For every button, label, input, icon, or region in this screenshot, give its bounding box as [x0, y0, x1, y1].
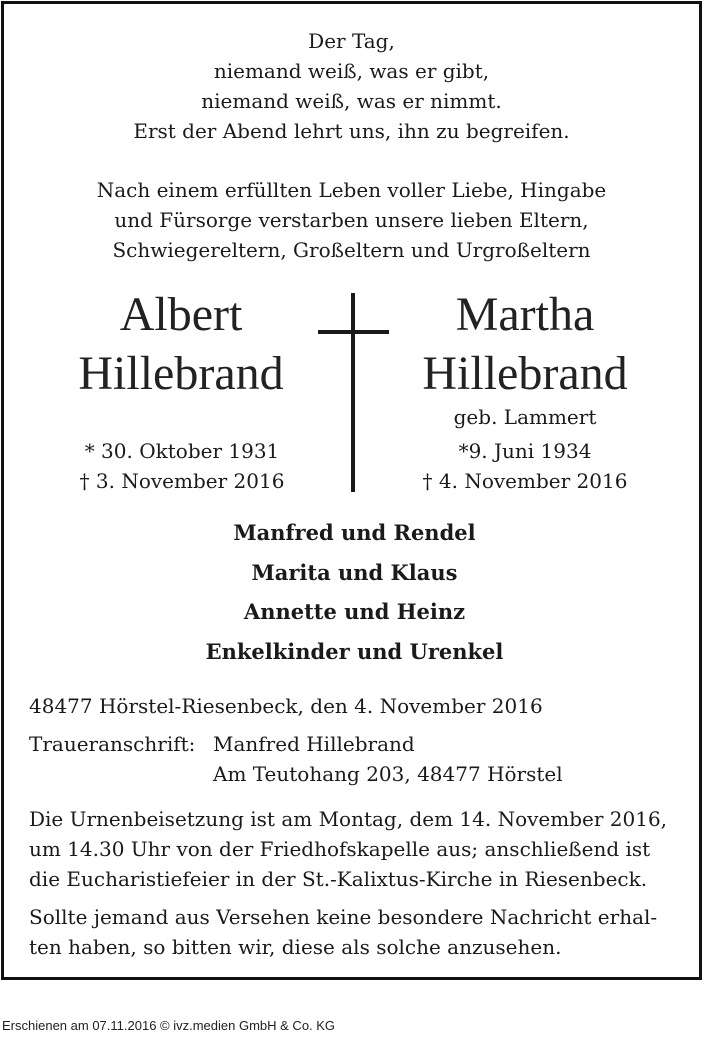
birth-date-albert: * 30. Oktober 1931	[84, 439, 280, 463]
last-name: Hillebrand	[422, 347, 628, 400]
death-date-albert: † 3. November 2016	[79, 469, 285, 493]
ceremony-text	[29, 804, 667, 894]
ceremony-line: Die Urnenbeisetzung ist am Montag, dem 14. November 2016,	[29, 807, 668, 831]
first-name: Martha	[455, 288, 595, 341]
publication-footer: Erschienen am 07.11.2016 © ivz.medien GmbH & Co. KG	[2, 1018, 336, 1033]
ceremony-line: um 14.30 Uhr von der Friedhofskapelle aus; anschließend ist	[29, 837, 651, 861]
mourner: Annette und Heinz	[243, 599, 466, 624]
address-block	[213, 729, 563, 789]
maiden-name: geb. Lammert	[453, 405, 597, 429]
poem-line: niemand weiß, was er gibt,	[213, 59, 490, 83]
intro-text	[0, 175, 703, 265]
deceased-name-albert	[11, 285, 351, 403]
mourners-list	[0, 513, 709, 671]
mourner: Manfred und Rendel	[233, 520, 476, 545]
birth-date-martha: *9. Juni 1934	[458, 439, 592, 463]
deceased-name-martha	[355, 285, 695, 403]
notice-line: ten haben, so bitten wir, diese als solche anzusehen.	[29, 935, 562, 959]
intro-line: Nach einem erfüllten Leben voller Liebe, Hingabe	[96, 178, 607, 202]
poem	[0, 26, 703, 146]
death-date-martha: † 4. November 2016	[422, 469, 628, 493]
poem-line: niemand weiß, was er nimmt.	[201, 89, 502, 113]
poem-line: Der Tag,	[308, 29, 395, 53]
notice-line: Sollte jemand aus Versehen keine besondere Nachricht erhal-	[29, 905, 658, 929]
first-name: Albert	[119, 288, 243, 341]
intro-line: und Fürsorge verstarben unsere lieben Eltern,	[114, 208, 589, 232]
notice-text	[29, 902, 657, 962]
last-name: Hillebrand	[78, 347, 284, 400]
poem-line: Erst der Abend lehrt uns, ihn zu begreifen.	[133, 119, 570, 143]
address-street: Am Teutohang 203, 48477 Hörstel	[213, 762, 563, 786]
address-label: Traueranschrift:	[29, 732, 196, 756]
intro-line: Schwiegereltern, Großeltern und Urgroßeltern	[112, 238, 591, 262]
mourner: Marita und Klaus	[251, 559, 458, 585]
ceremony-line: die Eucharistiefeier in der St.-Kalixtus-Kirche in Riesenbeck.	[29, 867, 648, 891]
address-name: Manfred Hillebrand	[213, 732, 415, 756]
place-date: 48477 Hörstel-Riesenbeck, den 4. November 2016	[29, 694, 543, 718]
mourner: Enkelkinder und Urenkel	[205, 638, 504, 664]
